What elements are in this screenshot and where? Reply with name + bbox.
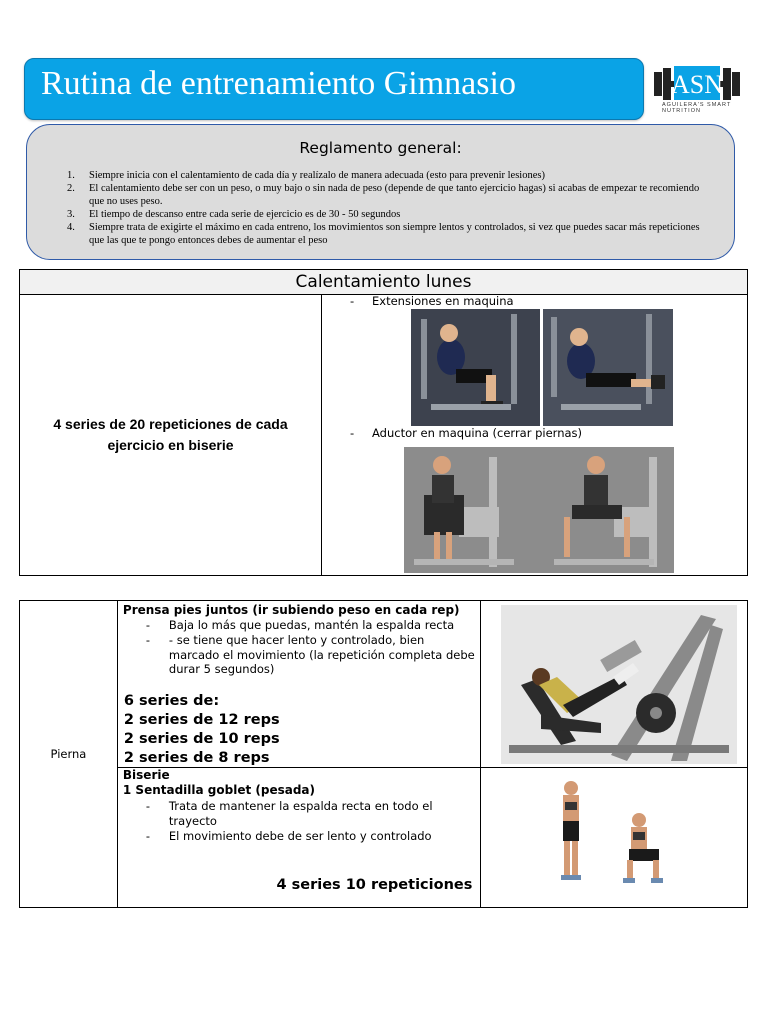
goblet-squat-image [541, 774, 691, 892]
workout-table [19, 600, 748, 908]
superset-label: Biserie [122, 768, 170, 782]
exercise1-sets-line: 2 series de 8 reps [123, 750, 270, 766]
exercise1-image-cell [481, 601, 748, 768]
exercise2-bullet-1: - Trata de mantener la espalda recta en todo el trayecto [145, 799, 433, 828]
muscle-group-label: Pierna [20, 601, 118, 908]
page-title: Rutina de entrenamiento Gimnasio [41, 65, 516, 102]
exercise1-bullet-1: - Baja lo más que puedas, mantén la espalda recta [145, 618, 455, 632]
dumbbell-icon [652, 62, 742, 102]
exercise2-sets: 4 series 10 repeticiones [276, 877, 473, 893]
warmup-description: 4 series de 20 repeticiones de cada ejercicio en biserie [20, 295, 322, 576]
rule-item: 1. Siempre inicia con el calentamiento de cada día y realízalo de manera adecuada (esto para prevenir lesiones) [67, 170, 545, 181]
rules-list [67, 169, 707, 247]
rule-item: 2. El calentamiento debe ser con un peso, o muy bajo o sin nada de peso (depende de que tanto ejercicio hagas) si acabas de empezar te recomiendo que no uses peso. [67, 183, 700, 207]
exercise2-title: 1 Sentadilla goblet (pesada) [122, 783, 316, 797]
exercise2-image-cell [481, 768, 748, 908]
warmup-exercise-1: - Extensiones en maquina [350, 294, 514, 308]
asn-logo [652, 62, 742, 122]
rules-title: Reglamento general: [299, 139, 462, 157]
warmup-title: Calentamiento lunes [20, 270, 748, 295]
title-banner [24, 58, 644, 120]
rule-item: 3. El tiempo de descanso entre cada serie de ejercicio es de 30 - 50 segundos [67, 209, 401, 220]
exercise1-title: Prensa pies juntos (ir subiendo peso en cada rep) [122, 603, 460, 617]
exercise1-sets-line: 2 series de 10 reps [123, 731, 280, 747]
exercise1-sets-line: 2 series de 12 reps [123, 712, 280, 728]
adductor-machine-image [404, 447, 674, 573]
exercise1-bullet-2: - - se tiene que hacer lento y controlado, bien marcado el movimiento (la repetición completa debe durar 5 segundos) [145, 633, 475, 676]
exercise1-cell [117, 601, 480, 768]
exercise2-cell [117, 768, 480, 908]
rule-item: 4. Siempre trata de exigirte el máximo en cada entreno, los movimientos son siempre lentos y controlados, si vez que puedes sacar más repeticiones que las que te pongo entonces debes de aumentar el peso [67, 222, 700, 246]
logo-initials: ASN [670, 70, 724, 99]
exercise1-sets-header: 6 series de: [123, 693, 220, 709]
leg-extension-photo [411, 309, 673, 426]
logo-caption: AGUILERA'S SMART NUTRITION [662, 102, 732, 114]
warmup-table [19, 269, 748, 576]
warmup-exercise-2: - Aductor en maquina (cerrar piernas) [350, 426, 583, 440]
exercise2-bullet-2: - El movimiento debe de ser lento y controlado [145, 829, 432, 843]
rules-panel [26, 124, 735, 260]
leg-press-image [501, 605, 737, 764]
warmup-exercises-cell [322, 295, 748, 576]
